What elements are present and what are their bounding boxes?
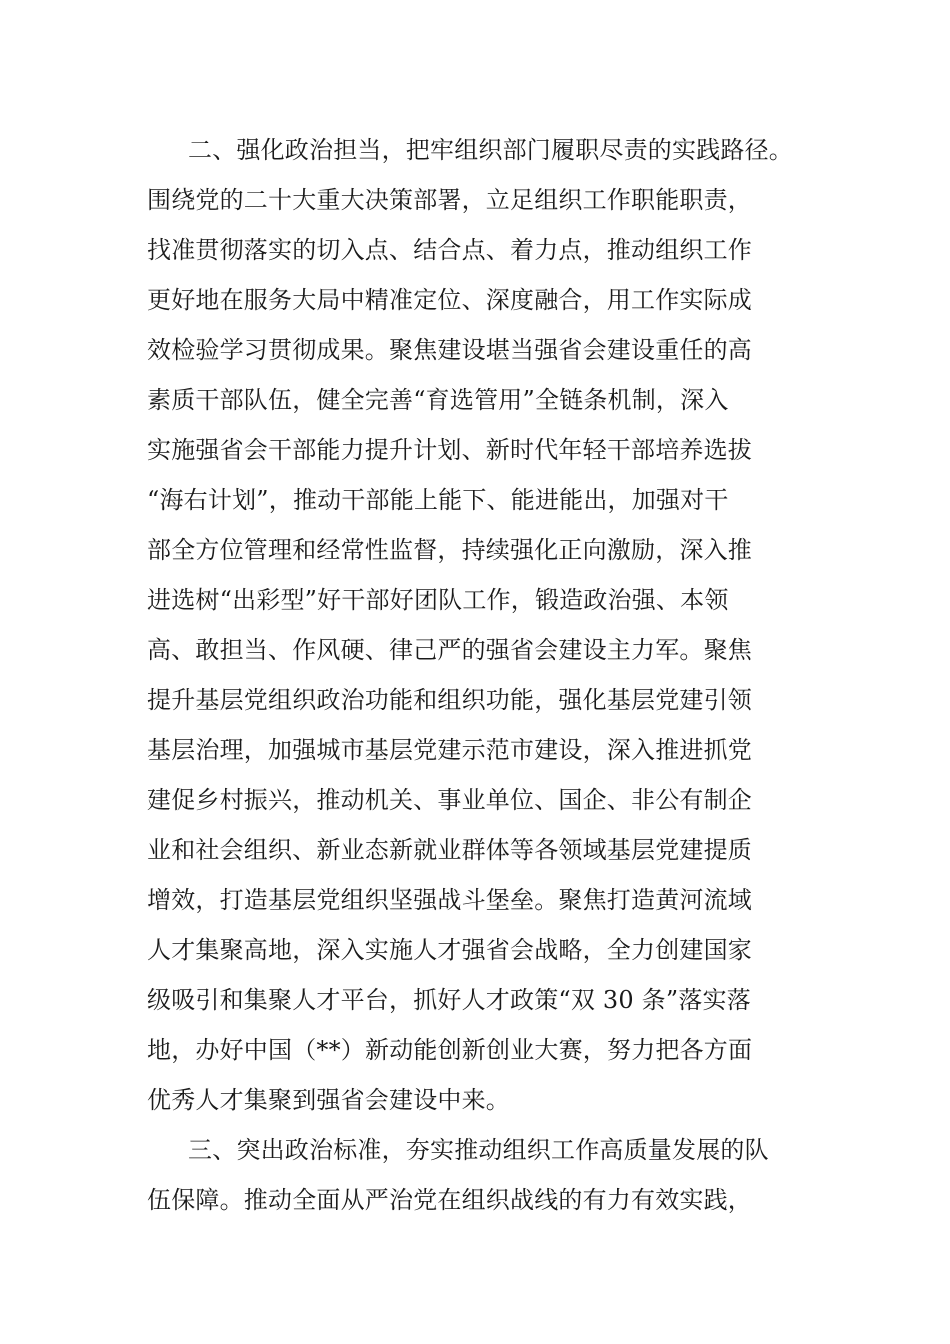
body-text-line: 进选树“出彩型”好干部好团队工作，锻造政治强、本领 — [147, 586, 729, 614]
body-text-line: 部全方位管理和经常性监督，持续强化正向激励，深入推 — [147, 536, 752, 564]
paragraph-2-heading-line: 二、强化政治担当，把牢组织部门履职尽责的实践路径。 — [188, 136, 793, 164]
body-text-line: “海右计划”，推动干部能上能下、能进能出，加强对干 — [147, 486, 729, 514]
body-text-line: 地，办好中国（**）新动能创新创业大赛，努力把各方面 — [147, 1036, 753, 1064]
body-text-line: 建促乡村振兴，推动机关、事业单位、国企、非公有制企 — [147, 786, 752, 814]
body-text-line: 人才集聚高地，深入实施人才强省会战略，全力创建国家 — [147, 936, 752, 964]
body-text-line: 级吸引和集聚人才平台，抓好人才政策“双 30 条”落实落 — [147, 986, 751, 1014]
body-text-line: 效检验学习贯彻成果。聚焦建设堪当强省会建设重任的高 — [147, 336, 752, 364]
body-text-line: 实施强省会干部能力提升计划、新时代年轻干部培养选拔 — [147, 436, 752, 464]
body-text-line: 优秀人才集聚到强省会建设中来。 — [147, 1086, 510, 1114]
body-text-line: 更好地在服务大局中精准定位、深度融合，用工作实际成 — [147, 286, 752, 314]
body-text-line: 素质干部队伍，健全完善“育选管用”全链条机制，深入 — [147, 386, 729, 414]
body-text-line: 高、敢担当、作风硬、律己严的强省会建设主力军。聚焦 — [147, 636, 752, 664]
body-text-line: 伍保障。推动全面从严治党在组织战线的有力有效实践， — [147, 1186, 752, 1214]
body-text-line: 基层治理，加强城市基层党建示范市建设，深入推进抓党 — [147, 736, 752, 764]
body-text-line: 增效，打造基层党组织坚强战斗堡垒。聚焦打造黄河流域 — [147, 886, 752, 914]
body-text-line: 提升基层党组织政治功能和组织功能，强化基层党建引领 — [147, 686, 752, 714]
body-text-line: 找准贯彻落实的切入点、结合点、着力点，推动组织工作 — [147, 236, 752, 264]
body-text-line: 围绕党的二十大重大决策部署，立足组织工作职能职责， — [147, 186, 752, 214]
paragraph-3-heading-line: 三、突出政治标准，夯实推动组织工作高质量发展的队 — [188, 1136, 769, 1164]
body-text-line: 业和社会组织、新业态新就业群体等各领域基层党建提质 — [147, 836, 752, 864]
